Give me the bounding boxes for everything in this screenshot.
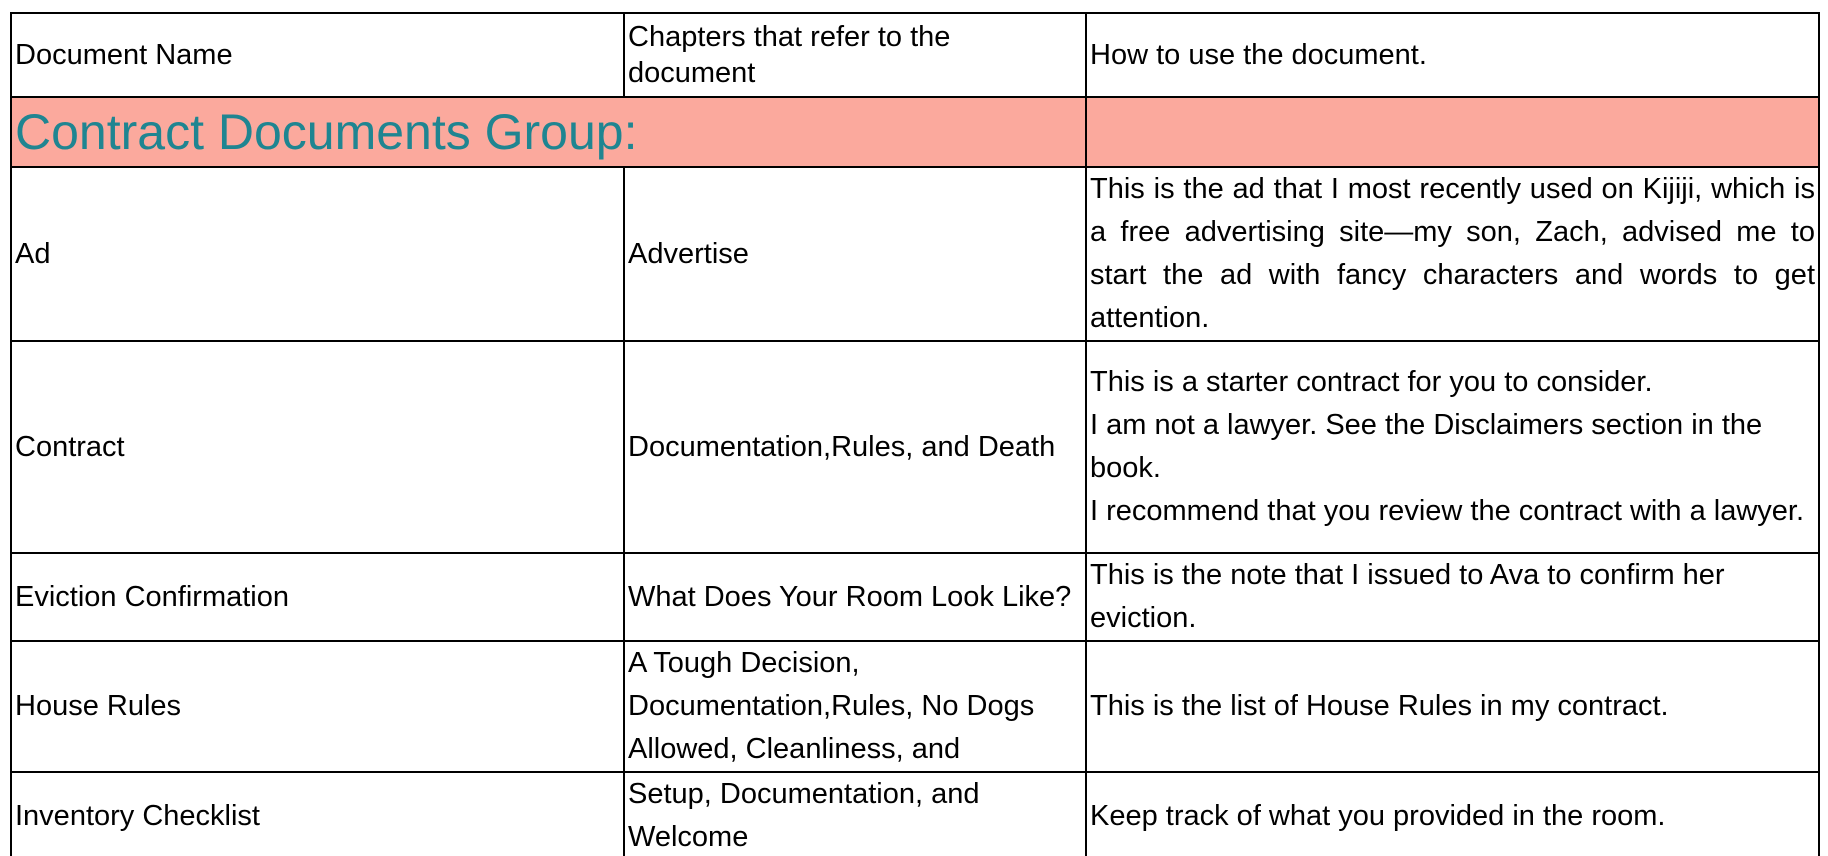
group-title: Contract Documents Group: <box>11 97 1086 167</box>
chapters-cell: Documentation,Rules, and Death <box>624 341 1086 553</box>
document-name-cell: Eviction Confirmation <box>11 553 624 641</box>
table-row <box>11 553 1819 641</box>
usage-cell: This is the note that I issued to Ava to confirm her eviction. <box>1086 553 1819 641</box>
document-name-cell: Inventory Checklist <box>11 772 624 856</box>
usage-line: I am not a lawyer. See the Disclaimers section in the book. <box>1090 409 1763 484</box>
chapters-cell: What Does Your Room Look Like? <box>624 553 1086 641</box>
header-how-to-use: How to use the document. <box>1086 13 1819 97</box>
chapters-cell: Setup, Documentation, and Welcome <box>624 772 1086 856</box>
table-row <box>11 641 1819 772</box>
usage-cell: This is the list of House Rules in my contract. <box>1086 641 1819 772</box>
document-name-cell: House Rules <box>11 641 624 772</box>
usage-cell: This is the ad that I most recently used on Kijiji, which is a free advertising site—my son, Zach, advised me to start the ad with fancy characters and words to get attention. <box>1086 167 1819 341</box>
table-row <box>11 772 1819 856</box>
document-name-cell: Ad <box>11 167 624 341</box>
chapters-cell: A Tough Decision, Documentation,Rules, No Dogs Allowed, Cleanliness, and <box>624 641 1086 772</box>
chapters-cell: Advertise <box>624 167 1086 341</box>
usage-line: This is a starter contract for you to consider. <box>1090 366 1653 398</box>
documents-table <box>10 12 1820 856</box>
usage-cell: Keep track of what you provided in the room. <box>1086 772 1819 856</box>
table-row <box>11 167 1819 341</box>
group-row <box>11 97 1819 167</box>
table-row <box>11 341 1819 553</box>
group-empty-cell <box>1086 97 1819 167</box>
header-document-name: Document Name <box>11 13 624 97</box>
header-chapters: Chapters that refer to the document <box>624 13 1086 97</box>
header-row <box>11 13 1819 97</box>
document-name-cell: Contract <box>11 341 624 553</box>
usage-line: I recommend that you review the contract with a lawyer. <box>1090 495 1805 527</box>
usage-cell <box>1086 341 1819 553</box>
